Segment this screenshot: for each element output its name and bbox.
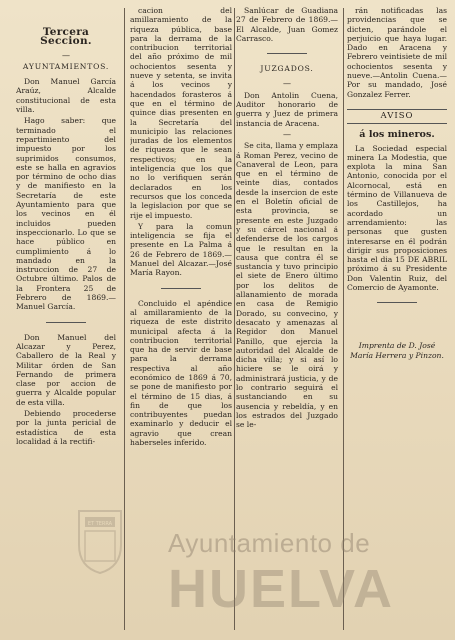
aviso-title: AVISO (380, 110, 414, 121)
paragraph: cacion del amillaramiento de la riqueza pública, base para la derrama de la contribucion territorial del año próximo de mil ochocientos sesenta y nueve y setenta, se invita á los vecinos y hacendados forasteros á que en el término de quince dias presenten en la Secretaría del municipio las relaciones juradas de los elementos de riqueza que le sean respectivos; en la inteligencia que los que no lo verifiquen serán declarados en los recursos que los conceda la legislacion por que se rije el impuesto. (130, 6, 232, 220)
dash-divider: — (62, 50, 70, 60)
separator (46, 322, 86, 323)
paragraph: Don Manuel García Araúz, Alcalde constitucional de esta villa. (16, 77, 116, 115)
dash-divider: — (283, 129, 291, 139)
huelva-shield-watermark (75, 505, 125, 575)
watermark-ayuntamiento: Ayuntamiento de (168, 528, 371, 558)
dash-divider: — (283, 79, 291, 89)
paragraph: Hago saber: que terminado el repartimiento del impuesto por los suprimidos consumos, este se halla en agravios por término de ocho dias y de manifiesto en la Secretaría de este Ayuntamiento para que los vecinos en él incluidos pueden inspeccionarlo. Lo que se hace público en cumplimiento á lo mandado en la instruccion de 27 de Octubre último. Palos de la Frontera 25 de Febrero de 1869.—Manuel García. (16, 116, 116, 312)
paragraph: La Sociedad especial minera La Modestia, que explota la mina San Antonio, conocida por el Alcornocal, está en término de Villanueva de los Castillejos, ha acordado un arrendamiento: las personas que gusten interesarse en él podrán dirigir sus proposiciones hasta el dia 15 DE ABRIL próximo á su Presidente Don Valentin Ruiz, del Comercio de Ayamonte. (347, 143, 447, 293)
paragraph: Sanlúcar de Guadiana 27 de Febrero de 1869.—El Alcalde, Juan Gomez Carrasco. (236, 6, 338, 43)
ayuntamientos-heading: AYUNTAMIENTOS. (22, 61, 110, 71)
aviso-box (347, 109, 447, 124)
paragraph: Don Antolin Cuena, Auditor honorario de guerra y Juez de primera instancia de Aracena. (236, 90, 338, 128)
paragraph: Y para la comun inteligencia se fija el presente en La Palma á 26 de Febrero de 1869.—Manuel del Alcazar.—José María Rayon. (130, 221, 232, 278)
paragraph: Concluido el apéndice al amillaramiento de la riqueza de este distrito municipal afecta á la contribucion territorial que ha de servir de base para la derrama respectiva al año económico de 1869 á 70, se pone de manifiesto por el término de 15 dias, á fin de que los contribuyentes puedan examinarlo y deducir el agravio que crean haberseles inferido. (130, 298, 232, 448)
separator (377, 302, 417, 303)
watermark-huelva: HUELVA (168, 559, 394, 619)
paragraph: Se cita, llama y emplaza á Roman Perez, vecino de Canaveral de Leon, para que en el término de veinte dias, contados desde la insercion de este en el Boletín oficial de esta provincia, se presente en este Juzgado y su cárcel nacional á defenderse de los cargos que le resultan en la causa que contra él se sustancia y tuvo principio el siete de Enero último por los delitos de allanamiento de morada en casa de Remigio Dorado, su convecino, y desacato y amenazas al Regidor don Manuel Panillo, que ejercia la autoridad del Alcalde de dicha villa; y si así lo hiciere se le oirá y administrará justicia, y de lo contrario seguirá el sustanciando en su ausencia y rebeldía, y en los estrados del Juzgado se le- (236, 141, 338, 430)
separator (161, 288, 201, 289)
juzgados-heading: JUZGADOS. (260, 64, 314, 74)
imprenta-line: Imprenta de D. José María Herrera y Pinzon. (350, 341, 444, 360)
svg-text:ET TERRA: ET TERRA (87, 521, 113, 527)
paragraph: Debiendo procederse por la junta pericial de estadística de esta localidad á la rectifi- (16, 408, 116, 446)
section-title: Tercera Seccion. (40, 26, 92, 48)
paragraph: rán notificadas las providencias que se dicten, parándole el perjuicio que haya lugar. Dado en Aracena y Febrero veintisiete de mil ochocientos sesenta y nueve.—Antolin Cuena.—Por su mandado, José Gonzalez Ferrer. (347, 6, 447, 99)
mineros-heading: á los mineros. (359, 129, 435, 141)
separator (267, 53, 307, 54)
paragraph: Don Manuel del Alcazar y Perez, Caballero de la Real y Militar órden de San Fernando de primera clase por accion de guerra y Alcalde popular de esta villa. (16, 332, 116, 407)
